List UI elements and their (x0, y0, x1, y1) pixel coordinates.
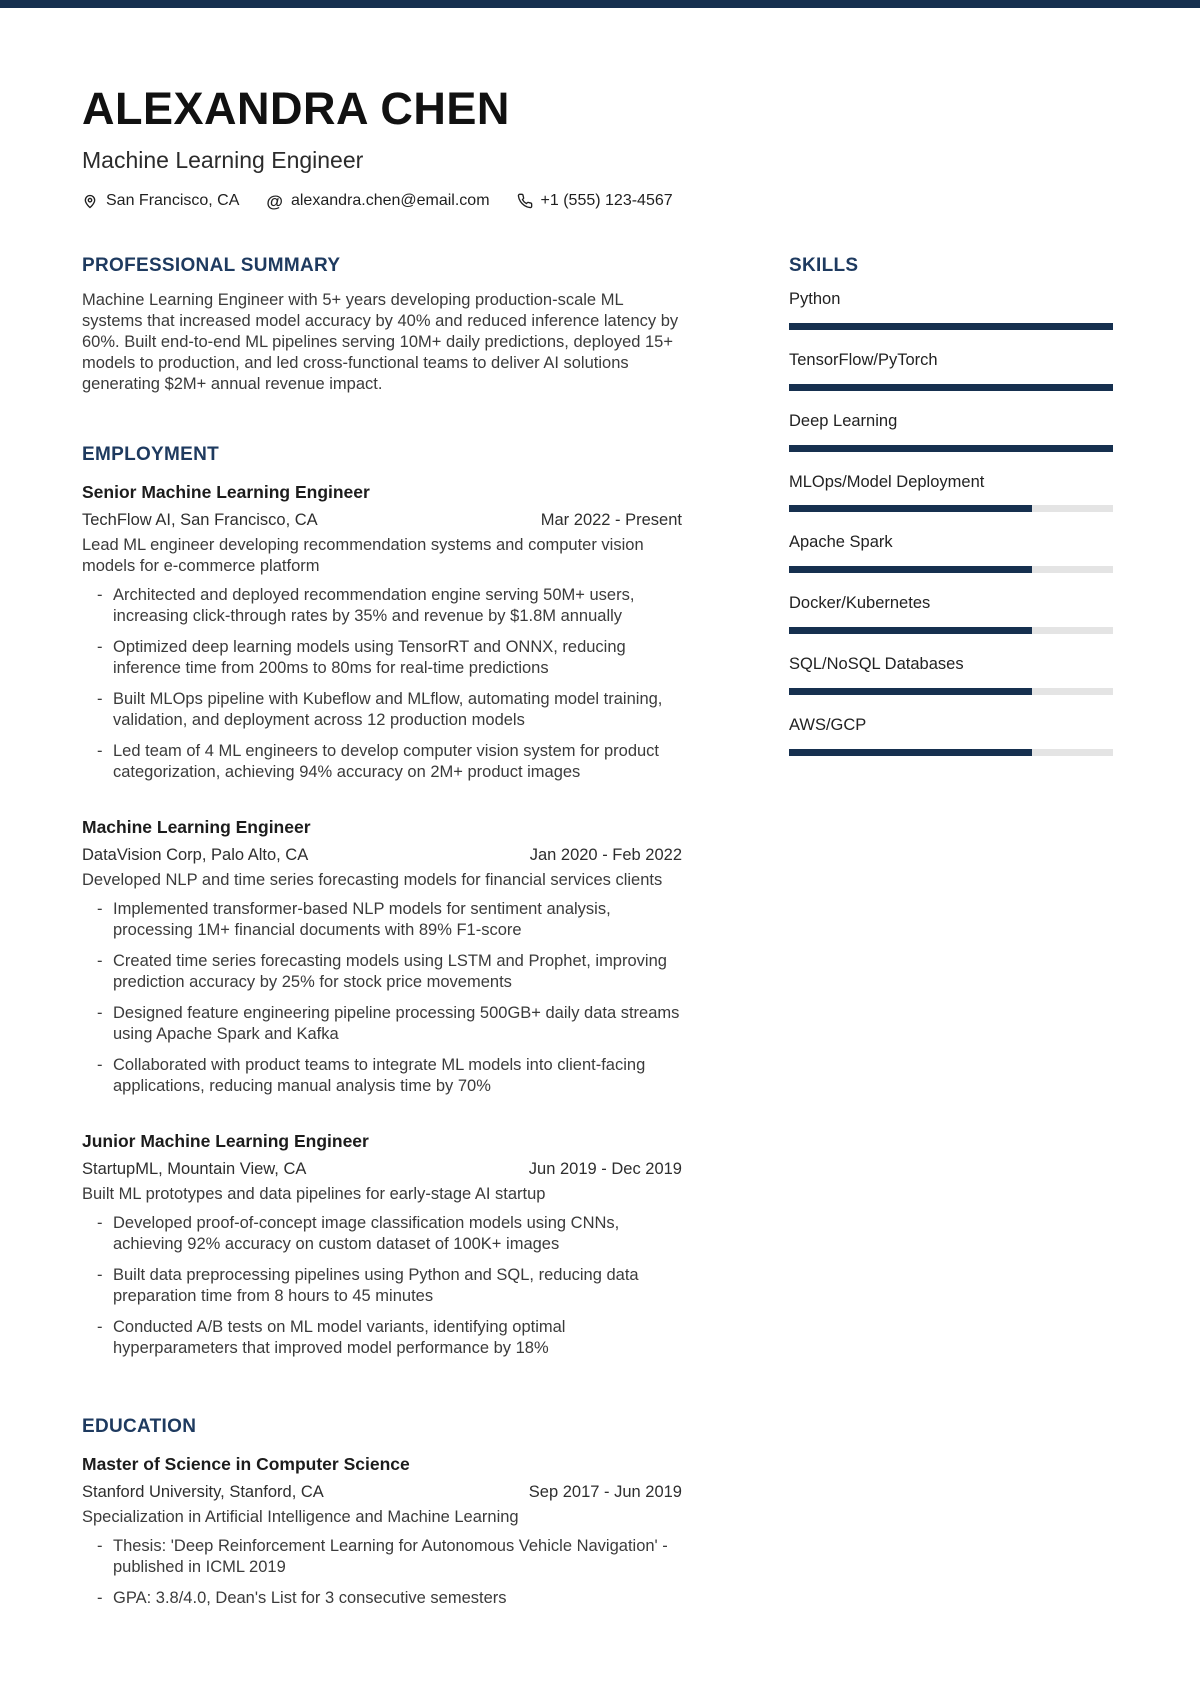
bullet-text: Conducted A/B tests on ML model variants, identifying optimal hyperparameters that improved model performance by 18% (113, 1318, 566, 1358)
bullet-dash: - (97, 1536, 103, 1555)
skill-bar-track (789, 566, 1113, 573)
bullet-dash: - (97, 742, 103, 761)
job-company: DataVision Corp, Palo Alto, CA (82, 846, 309, 865)
skill-name: SQL/NoSQL Databases (789, 654, 964, 673)
skills-sidebar (789, 256, 1113, 1619)
bullet-dash: - (97, 586, 103, 605)
bullet-text: Led team of 4 ML engineers to develop computer vision system for product categorization, achieving 94% accuracy on 2M+ product images (113, 742, 660, 782)
jobs-container (82, 482, 682, 1359)
skill-bar-track (789, 505, 1113, 512)
job-company: TechFlow AI, San Francisco, CA (82, 511, 318, 530)
education-section (82, 1417, 682, 1609)
job-dates: Mar 2022 - Present (540, 511, 682, 530)
skill-bar-track (789, 627, 1113, 634)
content-columns (82, 256, 1113, 1619)
job-company: StartupML, Mountain View, CA (82, 1160, 307, 1179)
skill-bar-track (789, 323, 1113, 330)
contact-item (266, 192, 489, 210)
skill-name: MLOps/Model Deployment (789, 472, 985, 491)
bullet-text: Designed feature engineering pipeline processing 500GB+ daily data streams using Apache Spark and Kafka (113, 1004, 680, 1044)
bullet-text: Collaborated with product teams to integrate ML models into client-facing applications, reducing manual analysis time by 70% (113, 1056, 646, 1096)
bullet-item (82, 1317, 682, 1359)
skill-bar-fill (789, 749, 1032, 756)
bullet-dash: - (97, 1318, 103, 1337)
bullet-dash: - (97, 1214, 103, 1233)
bullet-dash: - (97, 1266, 103, 1285)
phone-icon (517, 193, 533, 209)
education-description: Specialization in Artificial Intelligence and Machine Learning (82, 1507, 519, 1526)
job-entry (82, 1131, 682, 1359)
skill-name: Apache Spark (789, 533, 893, 552)
skill-item (789, 473, 1113, 513)
skills-list (789, 290, 1113, 755)
contact-text: +1 (555) 123-4567 (540, 192, 673, 210)
skill-bar-fill (789, 445, 1113, 452)
bullet-item (82, 1055, 682, 1097)
bullet-item (82, 637, 682, 679)
skill-bar-fill (789, 505, 1032, 512)
bullet-text: GPA: 3.8/4.0, Dean's List for 3 consecutive semesters (113, 1588, 507, 1607)
bullet-text: Built data preprocessing pipelines using Python and SQL, reducing data preparation time from 8 hours to 45 minutes (113, 1266, 639, 1306)
skill-bar-fill (789, 627, 1032, 634)
job-entry (82, 817, 682, 1097)
skill-item (789, 412, 1113, 452)
contact-row (82, 192, 1113, 210)
bullet-dash: - (97, 952, 103, 971)
skill-item (789, 716, 1113, 756)
bullet-text: Created time series forecasting models using LSTM and Prophet, improving prediction accuracy by 25% for stock price movements (113, 952, 667, 992)
bullet-item (82, 899, 682, 941)
bullet-item (82, 951, 682, 993)
bullet-item (82, 1003, 682, 1045)
education-container (82, 1454, 682, 1609)
summary-section (82, 256, 682, 395)
skill-bar-fill (789, 566, 1032, 573)
main-column (82, 256, 682, 1619)
skill-bar-track (789, 445, 1113, 452)
job-bullets (82, 1213, 682, 1359)
bullet-dash: - (97, 1056, 103, 1075)
bullet-dash: - (97, 638, 103, 657)
resume-header (82, 83, 1113, 211)
skill-item (789, 290, 1113, 330)
job-meta (82, 845, 682, 866)
bullet-text: Optimized deep learning models using TensorRT and ONNX, reducing inference time from 200ms to 80ms for real-time predictions (113, 638, 626, 678)
bullet-dash: - (97, 690, 103, 709)
bullet-text: Thesis: 'Deep Reinforcement Learning for Autonomous Vehicle Navigation' - published in ICML 2019 (113, 1536, 668, 1576)
job-description: Built ML prototypes and data pipelines for early-stage AI startup (82, 1185, 546, 1204)
job-bullets (82, 899, 682, 1097)
education-dates: Sep 2017 - Jun 2019 (528, 1482, 682, 1501)
skills-heading: SKILLS (789, 255, 859, 277)
bullet-text: Developed proof-of-concept image classification models using CNNs, achieving 92% accuracy on custom dataset of 100K+ images (113, 1214, 620, 1254)
bullet-item (82, 689, 682, 731)
education-title: Master of Science in Computer Science (82, 1453, 410, 1474)
job-title: Machine Learning Engineer (82, 817, 311, 838)
job-title: Junior Machine Learning Engineer (82, 1131, 369, 1152)
job-dates: Jan 2020 - Feb 2022 (529, 846, 682, 865)
bullet-item (82, 1213, 682, 1255)
bullet-item (82, 741, 682, 783)
job-entry (82, 482, 682, 783)
job-dates: Jun 2019 - Dec 2019 (528, 1160, 682, 1179)
job-meta (82, 1159, 682, 1180)
job-meta (82, 510, 682, 531)
job-description: Lead ML engineer developing recommendation systems and computer vision models for e-commerce platform (82, 536, 644, 576)
skill-item (789, 594, 1113, 634)
employment-section (82, 445, 682, 1359)
job-bullets (82, 585, 682, 783)
contact-item (517, 192, 673, 210)
bullet-item (82, 585, 682, 627)
bullet-text: Architected and deployed recommendation engine serving 50M+ users, increasing click-through rates by 35% and revenue by $1.8M annually (113, 586, 635, 626)
contact-text: alexandra.chen@email.com (290, 192, 490, 210)
at-sign-icon: @ (266, 191, 283, 211)
resume-page (0, 8, 1200, 1619)
bullet-text: Implemented transformer-based NLP models for sentiment analysis, processing 1M+ financial documents with 89% F1-score (113, 900, 611, 940)
education-company: Stanford University, Stanford, CA (82, 1482, 324, 1501)
skill-item (789, 351, 1113, 391)
bullet-item (82, 1536, 682, 1578)
candidate-job-title: Machine Learning Engineer (82, 147, 364, 173)
skill-bar-track (789, 688, 1113, 695)
skill-name: AWS/GCP (789, 715, 867, 734)
bullet-item (82, 1265, 682, 1307)
summary-text: Machine Learning Engineer with 5+ years developing production-scale ML systems that increased model accuracy by 40% and reduced inference latency by 60%. Built end-to-end ML pipelines serving 10M+ daily predictions, deployed 15+ models to production, and led cross-functional teams to deliver AI solutions generating $2M+ annual revenue impact. (82, 291, 679, 394)
skill-bar-fill (789, 323, 1113, 330)
job-description: Developed NLP and time series forecasting models for financial services clients (82, 871, 663, 890)
bullet-item (82, 1588, 682, 1609)
education-heading: EDUCATION (82, 1416, 197, 1438)
contact-item (82, 192, 239, 210)
contact-text: San Francisco, CA (106, 192, 240, 210)
skill-name: TensorFlow/PyTorch (789, 350, 938, 369)
education-meta (82, 1482, 682, 1503)
location-pin-icon (82, 193, 98, 210)
summary-heading: PROFESSIONAL SUMMARY (82, 255, 341, 277)
candidate-name: ALEXANDRA CHEN (82, 83, 510, 134)
bullet-text: Built MLOps pipeline with Kubeflow and MLflow, automating model training, validation, and deployment across 12 production models (113, 690, 663, 730)
top-accent-bar (0, 0, 1200, 8)
job-title: Senior Machine Learning Engineer (82, 482, 370, 503)
skill-bar-fill (789, 688, 1032, 695)
skill-bar-fill (789, 384, 1113, 391)
skill-bar-track (789, 749, 1113, 756)
skill-bar-track (789, 384, 1113, 391)
skill-item (789, 533, 1113, 573)
bullet-dash: - (97, 1004, 103, 1023)
skill-name: Docker/Kubernetes (789, 594, 931, 613)
skill-item (789, 655, 1113, 695)
skill-name: Python (789, 290, 841, 309)
bullet-dash: - (97, 900, 103, 919)
bullet-dash: - (97, 1588, 103, 1607)
education-bullets (82, 1536, 682, 1609)
education-entry (82, 1454, 682, 1609)
employment-heading: EMPLOYMENT (82, 444, 220, 466)
skill-name: Deep Learning (789, 411, 898, 430)
